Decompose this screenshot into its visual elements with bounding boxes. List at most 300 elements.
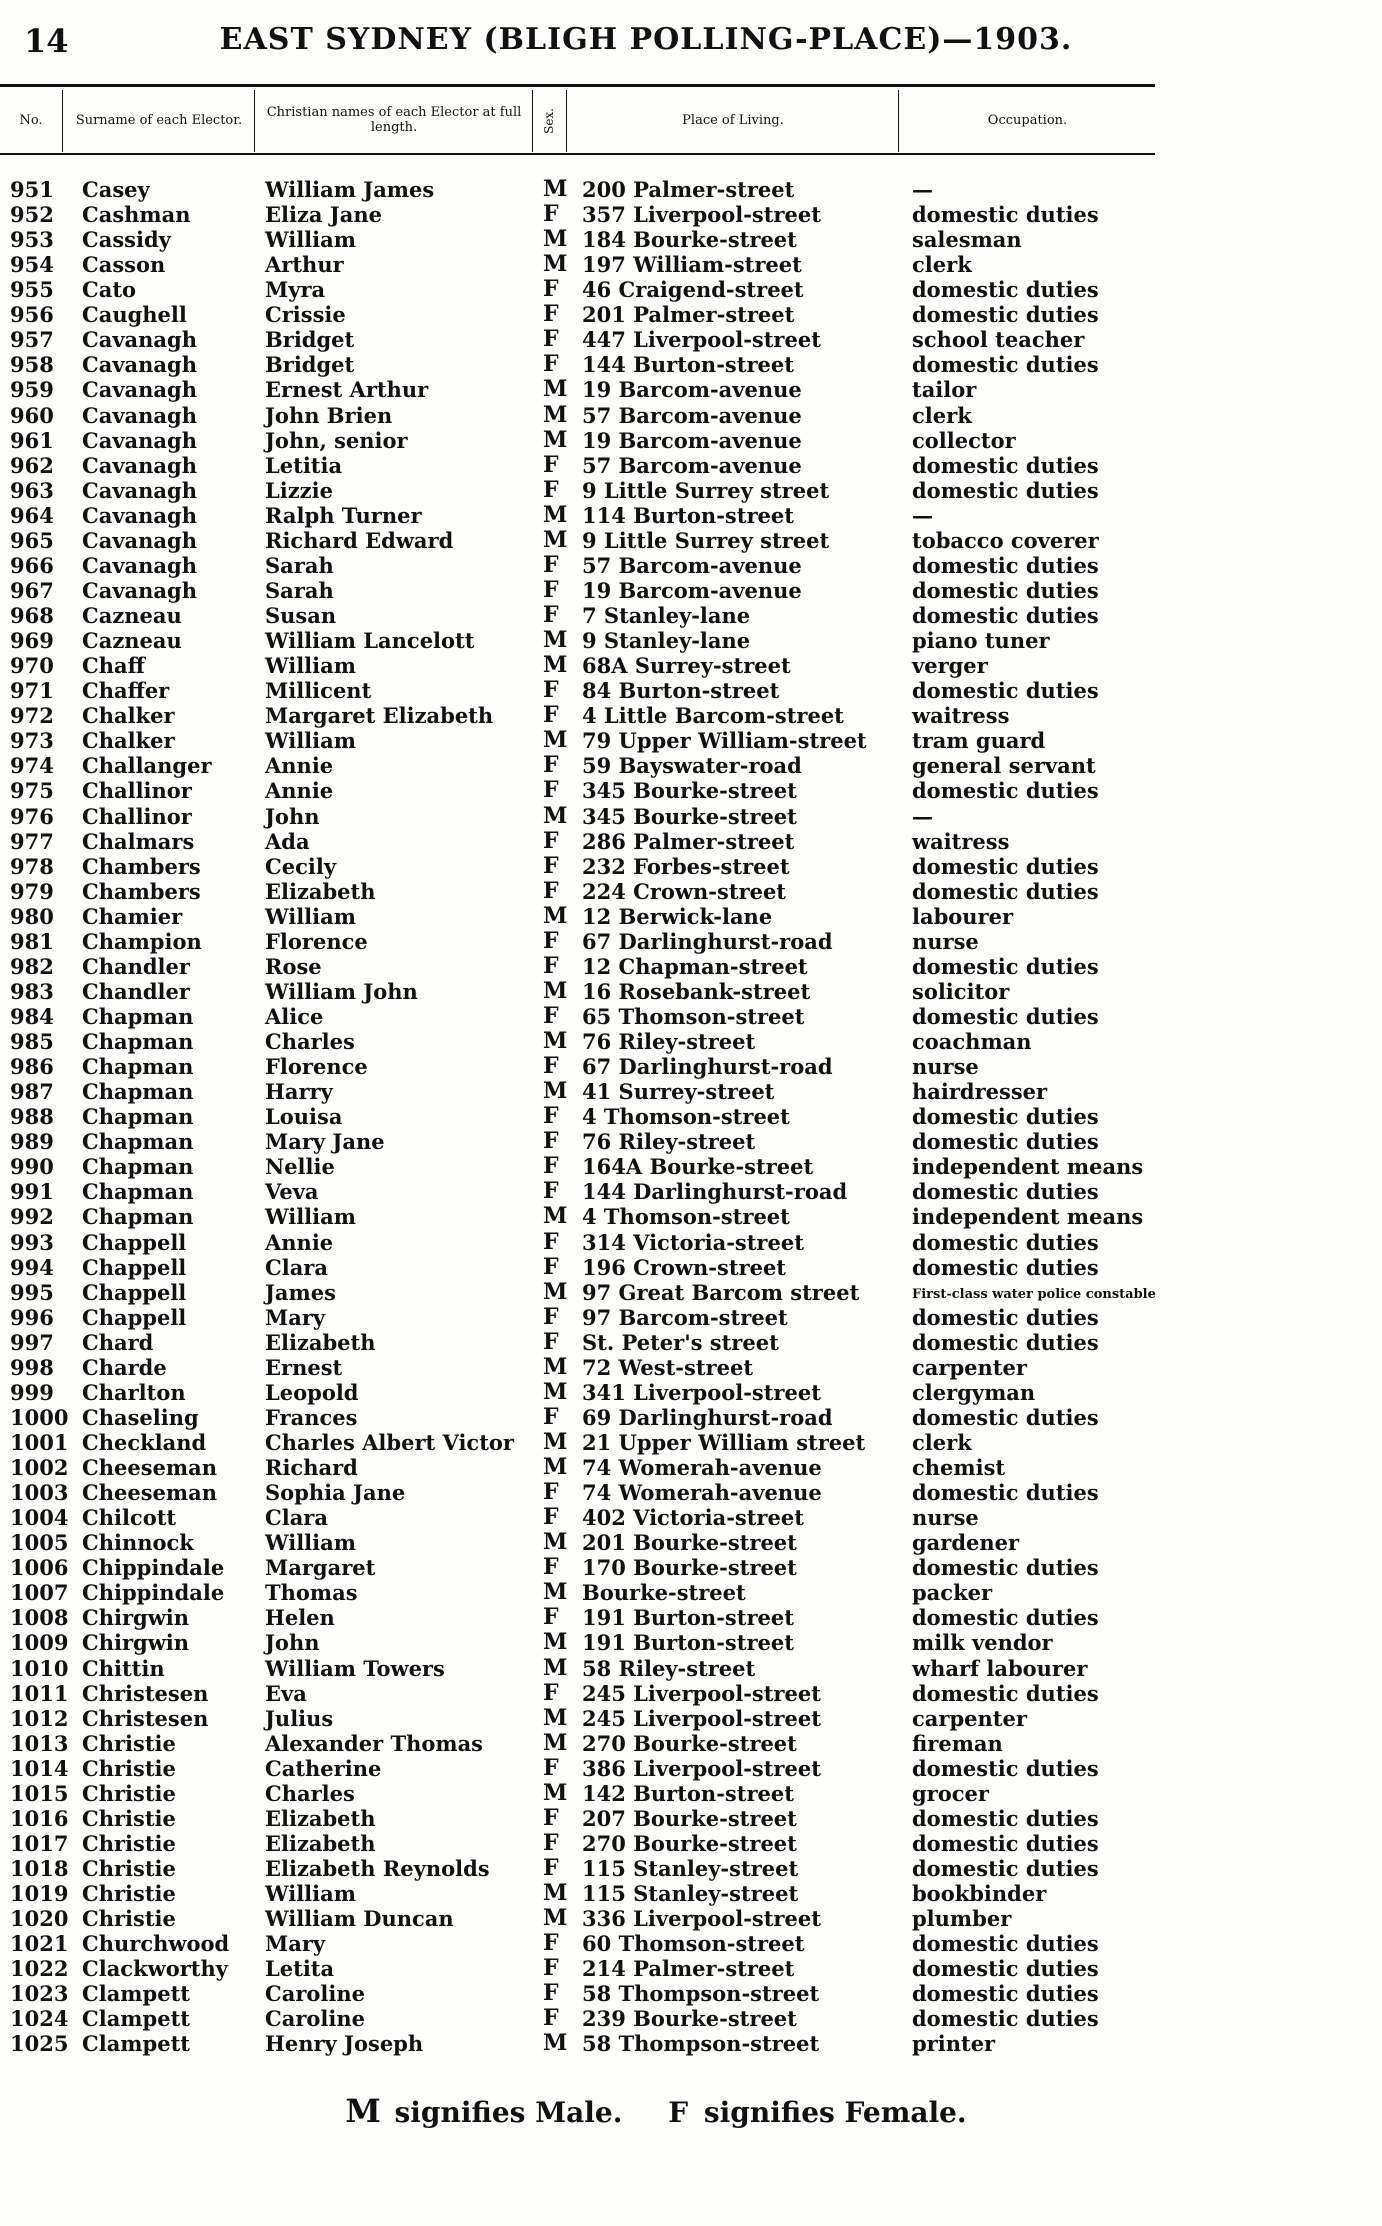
elector-place-of-living: 68A Surrey-street	[582, 653, 791, 679]
elector-number: 975	[10, 778, 54, 804]
elector-occupation: plumber	[912, 1906, 1012, 1932]
elector-sex: F	[543, 351, 559, 378]
elector-sex: F	[543, 777, 559, 804]
elector-place-of-living: 144 Darlinghurst-road	[582, 1179, 848, 1205]
elector-surname: Chandler	[82, 953, 190, 979]
elector-place-of-living: 245 Liverpool-street	[582, 1680, 821, 1706]
elector-sex: M	[543, 1654, 568, 1681]
elector-number: 1022	[10, 1956, 69, 1982]
table-row	[0, 252, 1382, 277]
elector-sex: F	[543, 952, 559, 979]
elector-place-of-living: 184 Bourke-street	[582, 227, 797, 253]
column-divider	[532, 90, 533, 152]
elector-place-of-living: 9 Little Surrey street	[582, 527, 830, 553]
table-row	[0, 352, 1382, 377]
elector-christian-names: Lizzie	[265, 477, 333, 503]
elector-number: 1004	[10, 1505, 69, 1531]
elector-number: 1024	[10, 2006, 69, 2032]
elector-occupation: bookbinder	[912, 1881, 1047, 1907]
elector-surname: Caughell	[82, 302, 187, 328]
elector-place-of-living: 7 Stanley-lane	[582, 603, 751, 629]
elector-occupation: domestic duties	[912, 603, 1099, 629]
elector-christian-names: William Duncan	[265, 1906, 454, 1932]
elector-sex: F	[543, 1253, 559, 1280]
elector-occupation: domestic duties	[912, 1404, 1099, 1430]
elector-sex: M	[543, 727, 568, 754]
elector-number: 984	[10, 1003, 54, 1029]
elector-surname: Chilcott	[82, 1505, 177, 1531]
elector-sex: F	[543, 1479, 559, 1506]
table-row	[0, 1380, 1382, 1405]
table-row	[0, 1330, 1382, 1355]
elector-occupation: domestic duties	[912, 1179, 1099, 1205]
table-row	[0, 1605, 1382, 1630]
elector-place-of-living: 58 Thompson-street	[582, 1981, 820, 2007]
elector-number: 1025	[10, 2031, 69, 2057]
elector-christian-names: Catherine	[265, 1755, 382, 1781]
table-row	[0, 1956, 1382, 1981]
legend-female-letter: F	[668, 2096, 689, 2129]
elector-place-of-living: 9 Stanley-lane	[582, 628, 751, 654]
elector-occupation: carpenter	[912, 1354, 1027, 1380]
elector-occupation: nurse	[912, 928, 979, 954]
elector-surname: Cavanagh	[82, 502, 197, 528]
elector-christian-names: Sarah	[265, 552, 334, 578]
elector-number: 1000	[10, 1404, 69, 1430]
elector-number: 1015	[10, 1780, 69, 1806]
page-number: 14	[24, 22, 69, 60]
elector-place-of-living: 12 Chapman-street	[582, 953, 808, 979]
elector-occupation: independent means	[912, 1204, 1144, 1230]
elector-surname: Chaffer	[82, 678, 170, 704]
table-row	[0, 377, 1382, 402]
elector-occupation: carpenter	[912, 1705, 1027, 1731]
elector-number: 995	[10, 1279, 54, 1305]
table-row	[0, 1129, 1382, 1154]
elector-surname: Charde	[82, 1354, 167, 1380]
elector-sex: F	[543, 1328, 559, 1355]
elector-place-of-living: 232 Forbes-street	[582, 853, 790, 879]
elector-place-of-living: 345 Bourke-street	[582, 803, 797, 829]
table-row	[0, 879, 1382, 904]
elector-place-of-living: 164A Bourke-street	[582, 1154, 814, 1180]
elector-sex: M	[543, 1078, 568, 1105]
elector-place-of-living: 200 Palmer-street	[582, 177, 795, 202]
elector-christian-names: Sophia Jane	[265, 1480, 406, 1506]
legend-male-letter: M	[345, 2092, 381, 2130]
elector-christian-names: Clara	[265, 1505, 328, 1531]
elector-number: 1020	[10, 1906, 69, 1932]
elector-christian-names: Elizabeth Reynolds	[265, 1856, 490, 1882]
elector-occupation: domestic duties	[912, 202, 1099, 228]
elector-occupation: domestic duties	[912, 277, 1099, 303]
elector-place-of-living: 170 Bourke-street	[582, 1555, 797, 1581]
elector-place-of-living: 46 Craigend-street	[582, 277, 804, 303]
elector-number: 1003	[10, 1480, 69, 1506]
elector-place-of-living: 16 Rosebank-street	[582, 978, 811, 1004]
elector-place-of-living: 114 Burton-street	[582, 502, 794, 528]
elector-place-of-living: 58 Riley-street	[582, 1655, 756, 1681]
legend-male-text: signifies Male.	[394, 2096, 623, 2129]
elector-christian-names: Letitia	[265, 452, 343, 478]
elector-surname: Chappell	[82, 1229, 187, 1255]
elector-occupation: domestic duties	[912, 477, 1099, 503]
elector-surname: Casson	[82, 252, 166, 278]
elector-surname: Chapman	[82, 1079, 194, 1105]
elector-occupation: domestic duties	[912, 1254, 1099, 1280]
elector-place-of-living: 341 Liverpool-street	[582, 1379, 821, 1405]
elector-sex: F	[543, 551, 559, 578]
column-header-rule	[0, 153, 1155, 155]
elector-number: 1021	[10, 1931, 69, 1957]
elector-place-of-living: 196 Crown-street	[582, 1254, 787, 1280]
elector-sex: F	[543, 276, 559, 303]
elector-sex: F	[543, 1804, 559, 1831]
elector-surname: Casey	[82, 177, 150, 202]
elector-place-of-living: 74 Womerah-avenue	[582, 1455, 822, 1481]
elector-number: 992	[10, 1204, 54, 1230]
elector-number: 978	[10, 853, 54, 879]
elector-christian-names: Elizabeth	[265, 1329, 376, 1355]
elector-sex: M	[543, 401, 568, 428]
elector-sex: F	[543, 2005, 559, 2032]
table-row	[0, 929, 1382, 954]
table-row	[0, 1355, 1382, 1380]
column-header-occupation: Occupation.	[987, 112, 1068, 128]
elector-sex: M	[543, 977, 568, 1004]
elector-sex: F	[543, 877, 559, 904]
elector-surname: Christie	[82, 1755, 176, 1781]
elector-surname: Clampett	[82, 2031, 190, 2057]
elector-christian-names: Millicent	[265, 678, 372, 704]
elector-occupation: tobacco coverer	[912, 527, 1099, 553]
elector-place-of-living: 239 Bourke-street	[582, 2006, 797, 2032]
elector-number: 981	[10, 928, 54, 954]
elector-sex: F	[543, 1504, 559, 1531]
elector-sex: F	[543, 476, 559, 503]
table-row	[0, 678, 1382, 703]
elector-sex: F	[543, 1955, 559, 1982]
elector-christian-names: Richard Edward	[265, 527, 454, 553]
elector-place-of-living: 345 Bourke-street	[582, 778, 797, 804]
elector-place-of-living: 386 Liverpool-street	[582, 1755, 821, 1781]
elector-number: 955	[10, 277, 54, 303]
elector-christian-names: Myra	[265, 277, 326, 303]
elector-sex: F	[543, 1053, 559, 1080]
column-header-place: Place of Living.	[682, 112, 784, 128]
table-row	[0, 2031, 1382, 2056]
elector-surname: Cassidy	[82, 227, 171, 253]
elector-occupation: labourer	[912, 903, 1014, 929]
elector-sex: M	[543, 1880, 568, 1907]
legend-female-text: signifies Female.	[703, 2096, 967, 2129]
elector-christian-names: James	[265, 1279, 336, 1305]
table-row	[0, 403, 1382, 428]
elector-number: 968	[10, 603, 54, 629]
elector-christian-names: Annie	[265, 778, 334, 804]
elector-number: 956	[10, 302, 54, 328]
elector-christian-names: Thomas	[265, 1580, 358, 1606]
elector-christian-names: William	[265, 1530, 356, 1556]
elector-sex: F	[543, 677, 559, 704]
elector-christian-names: Ernest Arthur	[265, 377, 429, 403]
table-row	[0, 1630, 1382, 1655]
elector-occupation: domestic duties	[912, 1956, 1099, 1982]
elector-surname: Chippindale	[82, 1555, 225, 1581]
elector-christian-names: William	[265, 227, 356, 253]
elector-sex: F	[543, 1153, 559, 1180]
column-divider	[62, 90, 63, 152]
elector-place-of-living: 4 Thomson-street	[582, 1104, 790, 1130]
elector-number: 989	[10, 1129, 54, 1155]
elector-surname: Chandler	[82, 978, 190, 1004]
elector-place-of-living: 67 Darlinghurst-road	[582, 1054, 833, 1080]
elector-christian-names: John	[265, 803, 320, 829]
table-row	[0, 1405, 1382, 1430]
elector-sex: M	[543, 2030, 568, 2057]
elector-occupation: domestic duties	[912, 1605, 1099, 1631]
elector-number: 1007	[10, 1580, 69, 1606]
elector-occupation: domestic duties	[912, 1329, 1099, 1355]
elector-occupation: domestic duties	[912, 1229, 1099, 1255]
elector-occupation: clergyman	[912, 1379, 1036, 1405]
elector-number: 961	[10, 427, 54, 453]
elector-sex: M	[543, 526, 568, 553]
elector-christian-names: Annie	[265, 1229, 334, 1255]
elector-sex: M	[543, 1905, 568, 1932]
elector-christian-names: William Towers	[265, 1655, 445, 1681]
table-row	[0, 829, 1382, 854]
elector-place-of-living: 314 Victoria-street	[582, 1229, 804, 1255]
elector-surname: Christesen	[82, 1680, 209, 1706]
elector-christian-names: William	[265, 1881, 356, 1907]
table-row	[0, 1004, 1382, 1029]
sex-legend	[0, 2092, 1382, 2130]
elector-occupation: —	[912, 502, 933, 528]
elector-surname: Cavanagh	[82, 352, 197, 378]
elector-sex: F	[543, 1829, 559, 1856]
table-row	[0, 1681, 1382, 1706]
elector-surname: Charlton	[82, 1379, 186, 1405]
elector-occupation: domestic duties	[912, 1555, 1099, 1581]
elector-surname: Chapman	[82, 1129, 194, 1155]
elector-occupation: domestic duties	[912, 552, 1099, 578]
elector-place-of-living: 336 Liverpool-street	[582, 1906, 821, 1932]
elector-number: 983	[10, 978, 54, 1004]
elector-occupation: domestic duties	[912, 878, 1099, 904]
elector-christian-names: William	[265, 653, 356, 679]
elector-place-of-living: 207 Bourke-street	[582, 1805, 797, 1831]
elector-christian-names: William Lancelott	[265, 628, 475, 654]
elector-surname: Chalker	[82, 703, 175, 729]
elector-occupation: salesman	[912, 227, 1022, 253]
elector-number: 1008	[10, 1605, 69, 1631]
elector-occupation: domestic duties	[912, 1680, 1099, 1706]
elector-occupation: domestic duties	[912, 577, 1099, 603]
elector-occupation: domestic duties	[912, 1003, 1099, 1029]
elector-occupation: milk vendor	[912, 1630, 1053, 1656]
elector-sex: M	[543, 426, 568, 453]
table-row	[0, 1154, 1382, 1179]
elector-sex: F	[543, 1228, 559, 1255]
elector-place-of-living: 79 Upper William-street	[582, 728, 867, 754]
elector-number: 957	[10, 327, 54, 353]
elector-surname: Christie	[82, 1730, 176, 1756]
elector-occupation: domestic duties	[912, 1480, 1099, 1506]
elector-number: 966	[10, 552, 54, 578]
elector-number: 951	[10, 177, 54, 202]
elector-surname: Chirgwin	[82, 1605, 190, 1631]
table-row	[0, 979, 1382, 1004]
table-row	[0, 1505, 1382, 1530]
elector-number: 964	[10, 502, 54, 528]
elector-place-of-living: 357 Liverpool-street	[582, 202, 821, 228]
elector-place-of-living: 19 Barcom-avenue	[582, 427, 802, 453]
elector-christian-names: Charles	[265, 1029, 355, 1055]
elector-occupation: domestic duties	[912, 1830, 1099, 1856]
elector-surname: Christie	[82, 1830, 176, 1856]
elector-number: 1005	[10, 1530, 69, 1556]
elector-number: 991	[10, 1179, 54, 1205]
elector-occupation: domestic duties	[912, 302, 1099, 328]
elector-sex: F	[543, 1403, 559, 1430]
elector-christian-names: Nellie	[265, 1154, 335, 1180]
elector-christian-names: Mary Jane	[265, 1129, 385, 1155]
elector-sex: F	[543, 326, 559, 353]
elector-sex: M	[543, 226, 568, 253]
table-row	[0, 904, 1382, 929]
elector-number: 979	[10, 878, 54, 904]
elector-number: 976	[10, 803, 54, 829]
elector-number: 993	[10, 1229, 54, 1255]
elector-surname: Chinnock	[82, 1530, 194, 1556]
elector-surname: Cheeseman	[82, 1455, 217, 1481]
elector-christian-names: Bridget	[265, 327, 355, 353]
elector-number: 982	[10, 953, 54, 979]
elector-christian-names: Eliza Jane	[265, 202, 382, 228]
elector-christian-names: Ernest	[265, 1354, 343, 1380]
elector-sex: F	[543, 451, 559, 478]
elector-surname: Cavanagh	[82, 377, 197, 403]
elector-christian-names: Helen	[265, 1605, 335, 1631]
elector-number: 953	[10, 227, 54, 253]
elector-number: 1019	[10, 1881, 69, 1907]
elector-surname: Cavanagh	[82, 527, 197, 553]
page-title: EAST SYDNEY (BLIGH POLLING-PLACE)—1903.	[219, 22, 1073, 57]
elector-christian-names: Charles Albert Victor	[265, 1430, 514, 1455]
table-row	[0, 302, 1382, 327]
table-row	[0, 804, 1382, 829]
table-row	[0, 428, 1382, 453]
elector-christian-names: Alice	[265, 1003, 324, 1029]
elector-number: 965	[10, 527, 54, 553]
elector-place-of-living: 59 Bayswater-road	[582, 753, 802, 779]
elector-sex: F	[543, 1679, 559, 1706]
elector-number: 962	[10, 452, 54, 478]
elector-christian-names: Mary	[265, 1931, 326, 1957]
elector-place-of-living: 4 Little Barcom-street	[582, 703, 844, 729]
elector-sex: F	[543, 1002, 559, 1029]
elector-number: 1023	[10, 1981, 69, 2007]
elector-place-of-living: 97 Great Barcom street	[582, 1279, 860, 1305]
elector-place-of-living: St. Peter's street	[582, 1329, 779, 1355]
elector-number: 960	[10, 402, 54, 428]
elector-sex: M	[543, 176, 568, 202]
elector-sex: M	[543, 1629, 568, 1656]
elector-number: 1009	[10, 1630, 69, 1656]
elector-sex: F	[543, 852, 559, 879]
elector-surname: Chappell	[82, 1304, 187, 1330]
elector-occupation: —	[912, 177, 933, 202]
elector-christian-names: William John	[265, 978, 418, 1004]
elector-number: 952	[10, 202, 54, 228]
elector-place-of-living: 74 Womerah-avenue	[582, 1480, 822, 1506]
elector-number: 969	[10, 628, 54, 654]
elector-occupation: grocer	[912, 1780, 989, 1806]
elector-number: 988	[10, 1104, 54, 1130]
elector-occupation: piano tuner	[912, 628, 1050, 654]
elector-sex: M	[543, 1704, 568, 1731]
elector-surname: Cazneau	[82, 603, 182, 629]
elector-sex: F	[543, 301, 559, 328]
elector-surname: Cashman	[82, 202, 191, 228]
elector-christian-names: John	[265, 1630, 320, 1656]
table-row	[0, 277, 1382, 302]
elector-number: 997	[10, 1329, 54, 1355]
elector-sex: F	[543, 201, 559, 228]
elector-christian-names: Richard	[265, 1455, 358, 1481]
elector-number: 954	[10, 252, 54, 278]
table-row	[0, 1230, 1382, 1255]
elector-place-of-living: 447 Liverpool-street	[582, 327, 821, 353]
elector-number: 1012	[10, 1705, 69, 1731]
elector-surname: Clampett	[82, 1981, 190, 2007]
elector-surname: Cavanagh	[82, 577, 197, 603]
table-row	[0, 778, 1382, 803]
elector-christian-names: Caroline	[265, 1981, 365, 2007]
elector-surname: Chaff	[82, 653, 145, 679]
elector-sex: M	[543, 627, 568, 654]
elector-christian-names: Ada	[265, 828, 310, 854]
elector-number: 987	[10, 1079, 54, 1105]
elector-place-of-living: 76 Riley-street	[582, 1129, 756, 1155]
elector-surname: Chapman	[82, 1104, 194, 1130]
elector-occupation: domestic duties	[912, 1304, 1099, 1330]
table-row	[0, 327, 1382, 352]
elector-place-of-living: 60 Thomson-street	[582, 1931, 805, 1957]
elector-surname: Chirgwin	[82, 1630, 190, 1656]
elector-number: 971	[10, 678, 54, 704]
column-divider	[898, 90, 899, 152]
elector-christian-names: Eva	[265, 1680, 307, 1706]
elector-number: 973	[10, 728, 54, 754]
table-row	[0, 1906, 1382, 1931]
elector-sex: M	[543, 1454, 568, 1481]
elector-occupation: waitress	[912, 703, 1010, 729]
elector-christian-names: John, senior	[265, 427, 408, 453]
elector-number: 977	[10, 828, 54, 854]
elector-surname: Cavanagh	[82, 477, 197, 503]
elector-surname: Chamier	[82, 903, 183, 929]
elector-sex: F	[543, 927, 559, 954]
elector-surname: Cheeseman	[82, 1480, 217, 1506]
elector-number: 959	[10, 377, 54, 403]
elector-christian-names: Julius	[265, 1705, 334, 1731]
table-row	[0, 2006, 1382, 2031]
elector-sex: F	[543, 1103, 559, 1130]
elector-occupation: domestic duties	[912, 352, 1099, 378]
table-row	[0, 653, 1382, 678]
